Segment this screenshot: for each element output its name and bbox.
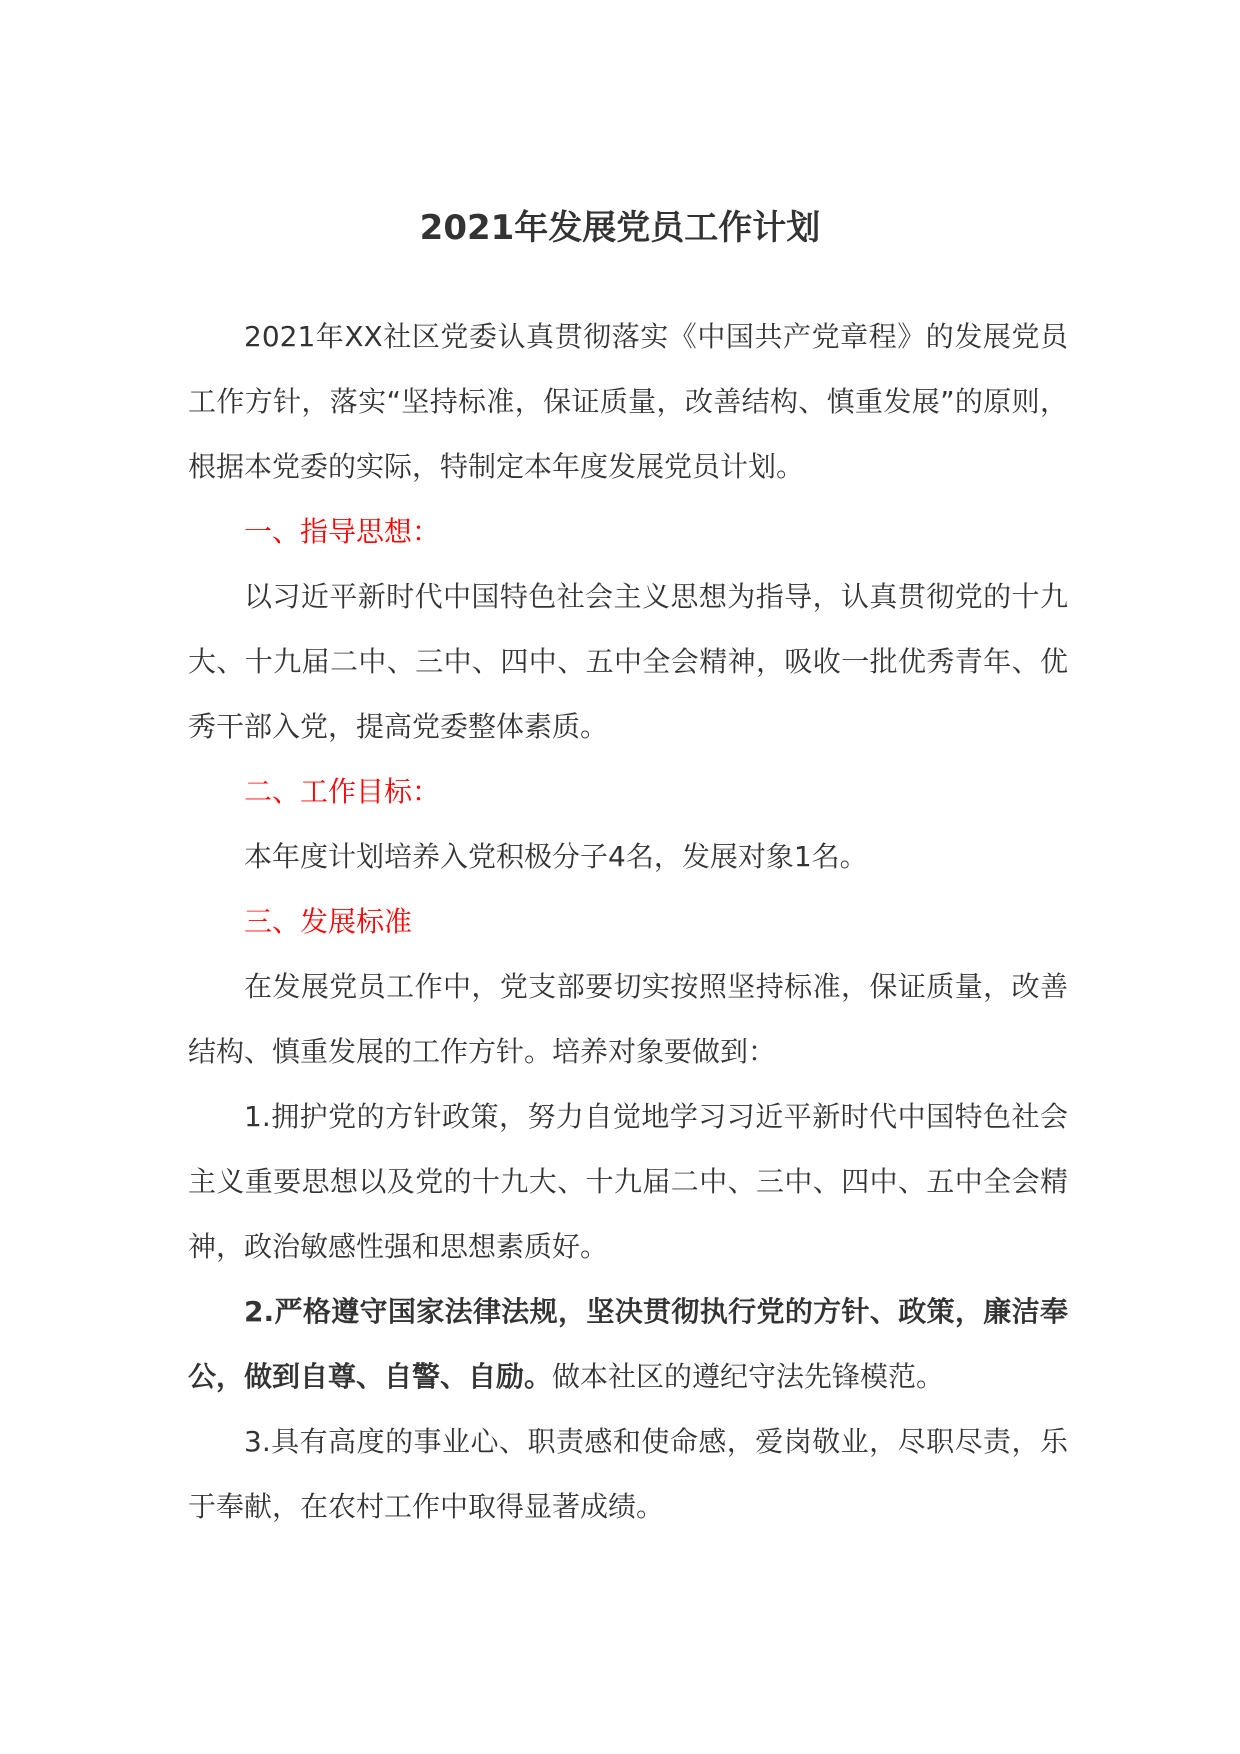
section-heading-standards: 三、发展标准 xyxy=(244,905,413,938)
document-title: 2021年发展党员工作计划 xyxy=(419,208,821,248)
section-heading-work-goals: 二、工作目标： xyxy=(244,775,441,808)
intro-paragraph: 2021年XX社区党委认真贯彻落实《中国共产党章程》的发展党员工作方针，落实“坚持标准，保证质量，改善结构、慎重发展”的原则，根据本党委的实际，特制定本年度发展党员计划。 xyxy=(188,320,1068,483)
standards-paragraph: 在发展党员工作中，党支部要切实按照坚持标准，保证质量，改善结构、慎重发展的工作方针。培养对象要做到： xyxy=(188,970,1068,1068)
standards-item-3: 3.具有高度的事业心、职责感和使命感，爱岗敬业，尽职尽责，乐于奉献，在农村工作中取得显著成绩。 xyxy=(188,1425,1068,1523)
standards-item-2-bold: 2.严格遵守国家法律法规，坚决贯彻执行党的方针、政策，廉洁奉公，做到自尊、自警、自励。 xyxy=(188,1295,1068,1393)
standards-item-2-rest: 做本社区的遵纪守法先锋模范。 xyxy=(552,1360,945,1393)
document-body xyxy=(188,304,1068,1539)
guiding-thought-paragraph: 以习近平新时代中国特色社会主义思想为指导，认真贯彻党的十九大、十九届二中、三中、四中、五中全会精神，吸收一批优秀青年、优秀干部入党，提高党委整体素质。 xyxy=(188,580,1068,743)
section-heading-guiding-thought: 一、指导思想： xyxy=(244,515,441,548)
standards-item-1: 1.拥护党的方针政策，努力自觉地学习习近平新时代中国特色社会主义重要思想以及党的十九大、十九届二中、三中、四中、五中全会精神，政治敏感性强和思想素质好。 xyxy=(188,1100,1068,1263)
work-goals-paragraph: 本年度计划培养入党积极分子4名，发展对象1名。 xyxy=(244,840,868,873)
standards-item-2 xyxy=(188,1279,1068,1409)
